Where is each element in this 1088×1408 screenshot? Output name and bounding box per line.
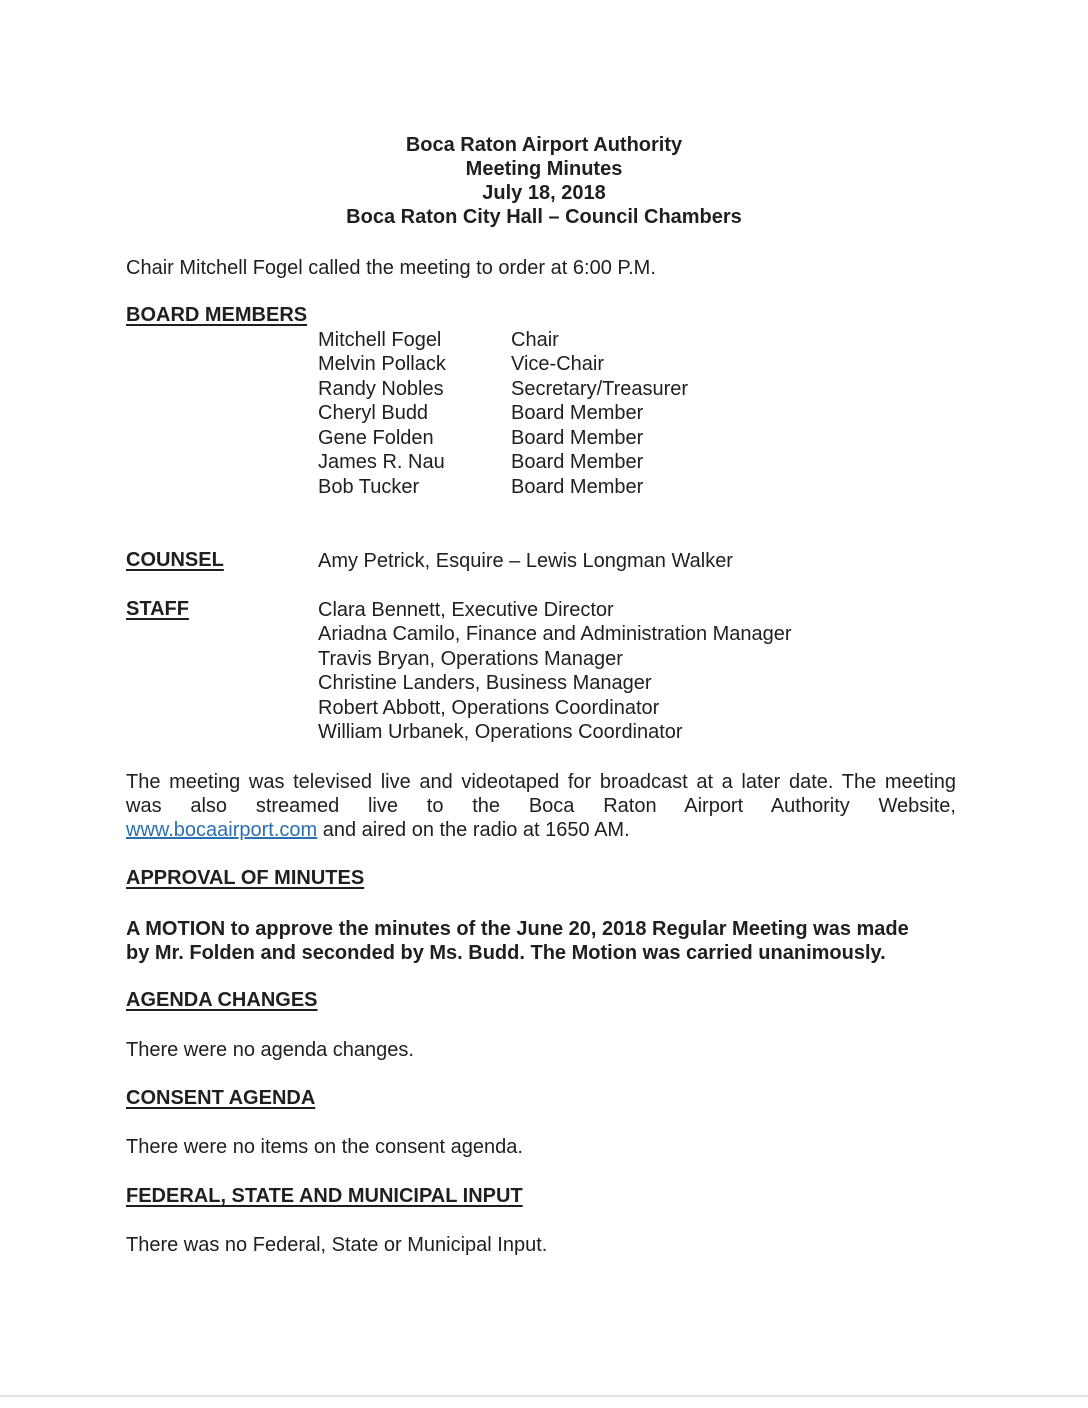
website-link[interactable]: www.bocaairport.com — [126, 819, 318, 841]
board-member-role: Secretary/Treasurer — [511, 378, 689, 400]
board-member-role: Vice-Chair — [511, 353, 604, 375]
board-member-role: Board Member — [511, 402, 644, 424]
staff-heading: STAFF — [126, 598, 189, 620]
board-member-role: Board Member — [511, 476, 644, 498]
counsel-heading: COUNSEL — [126, 549, 224, 571]
staff-member: Ariadna Camilo, Finance and Administration Manager — [318, 623, 792, 645]
board-member-name: Gene Folden — [318, 427, 434, 449]
board-member-name: Melvin Pollack — [318, 353, 446, 375]
board-member-role: Board Member — [511, 427, 644, 449]
broadcast-line: The meeting was televised live and videotaped for broadcast at a later date. The meeting — [126, 771, 956, 793]
board-member-role: Board Member — [511, 451, 644, 473]
broadcast-paragraph — [126, 770, 956, 842]
meeting-location: Boca Raton City Hall – Council Chambers — [346, 206, 742, 228]
board-member-name: James R. Nau — [318, 451, 445, 473]
counsel-text: Amy Petrick, Esquire – Lewis Longman Walker — [318, 550, 733, 572]
call-to-order: Chair Mitchell Fogel called the meeting to order at 6:00 P.M. — [126, 257, 656, 279]
consent-agenda-text: There were no items on the consent agenda. — [126, 1136, 523, 1158]
board-members-heading: BOARD MEMBERS — [126, 304, 308, 326]
page-edge-divider — [0, 1395, 1088, 1397]
board-member-name: Cheryl Budd — [318, 402, 429, 424]
meeting-date: July 18, 2018 — [482, 182, 606, 204]
broadcast-line — [126, 818, 956, 842]
motion-line: A MOTION to approve the minutes of the June 20, 2018 Regular Meeting was made — [126, 918, 909, 940]
document-title: Meeting Minutes — [465, 158, 623, 180]
staff-member: Christine Landers, Business Manager — [318, 672, 652, 694]
broadcast-line: was also streamed live to the Boca Raton Airport Authority Website, — [126, 795, 956, 817]
motion-line: by Mr. Folden and seconded by Ms. Budd. The Motion was carried unanimously. — [126, 942, 886, 964]
approval-motion — [126, 917, 961, 965]
broadcast-line-rest: and aired on the radio at 1650 AM. — [317, 819, 630, 841]
staff-member: Travis Bryan, Operations Manager — [318, 648, 623, 670]
board-member-role: Chair — [511, 329, 559, 351]
agenda-changes-text: There were no agenda changes. — [126, 1039, 414, 1061]
board-member-name: Randy Nobles — [318, 378, 444, 400]
federal-input-heading: FEDERAL, STATE AND MUNICIPAL INPUT — [126, 1185, 523, 1207]
staff-member: Robert Abbott, Operations Coordinator — [318, 697, 660, 719]
board-member-name: Mitchell Fogel — [318, 329, 442, 351]
federal-input-text: There was no Federal, State or Municipal Input. — [126, 1234, 548, 1256]
staff-member: Clara Bennett, Executive Director — [318, 599, 614, 621]
staff-member: William Urbanek, Operations Coordinator — [318, 721, 683, 743]
org-title: Boca Raton Airport Authority — [405, 134, 683, 156]
approval-heading: APPROVAL OF MINUTES — [126, 867, 365, 889]
board-member-name: Bob Tucker — [318, 476, 420, 498]
consent-agenda-heading: CONSENT AGENDA — [126, 1087, 316, 1109]
agenda-changes-heading: AGENDA CHANGES — [126, 989, 318, 1011]
